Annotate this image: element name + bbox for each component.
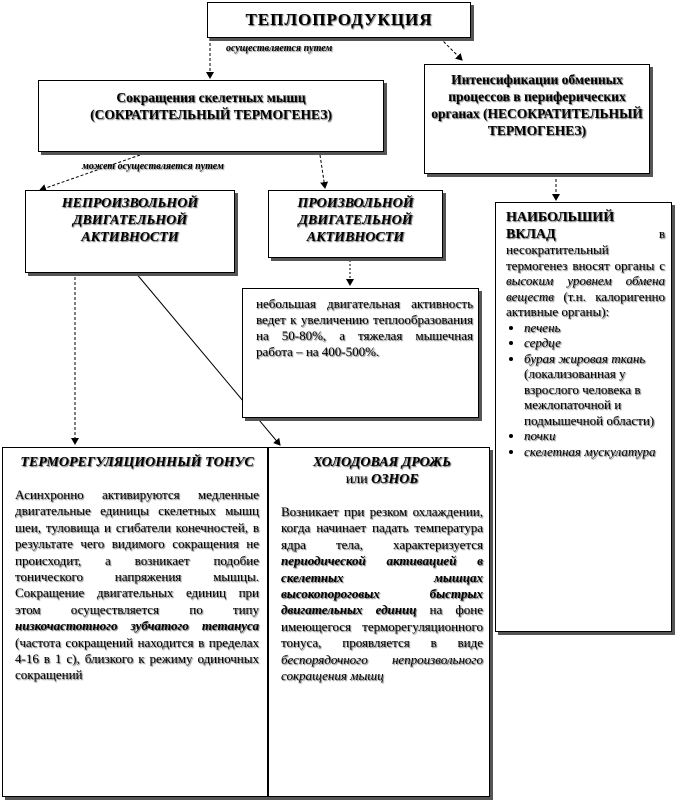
label-top: осуществляется путем xyxy=(226,43,333,54)
organ-list xyxy=(506,320,665,460)
list-item: • печень xyxy=(524,320,665,336)
thermoproduction-box xyxy=(207,2,471,38)
list-item: • бурая жировая ткань (локализованная у взрослого человека в межлопаточной и подмышечной области) xyxy=(524,351,665,429)
list-item: • скелетная мускулатура xyxy=(524,444,665,460)
tonus-title: ТЕРМОРЕГУЛЯЦИОННЫЙ ТОНУС xyxy=(20,455,254,470)
voluntary-activity-box: ПРОИЗВОЛЬНОЙ ДВИГАТЕЛЬНОЙ АКТИВНОСТИ xyxy=(268,190,443,258)
thermoregulatory-tonus-box: ТЕРМОРЕГУЛЯЦИОННЫЙ ТОНУС Асинхронно активируются медленные двигательные единицы скелетных мышц шеи, туловища и сгибатели конечностей, в результате чего видимого сокращения не происходит, а возникает подобие тонического напряжения мышцы. Сокращение двигательных единиц при этом осуществляется по типу низкочастотного зубчатого тетануса (частота сокращений находится в пределах 4-16 в 1 с), близкого к режиму одиночных сокращений xyxy=(2,447,268,797)
thermoproduction-title: ТЕПЛОПРОДУКЦИЯ xyxy=(245,10,433,29)
contractile-thermogenesis-box: Сокращения скелетных мышц (СОКРАТИТЕЛЬНЫЙ ТЕРМОГЕНЕЗ) xyxy=(38,80,384,152)
list-item: • почки xyxy=(524,428,665,444)
largest-title: НАИБОЛЬШИЙ ВКЛАД xyxy=(506,210,615,242)
list-item: • сердце xyxy=(524,335,665,351)
largest-contribution-box: НАИБОЛЬШИЙ ВКЛАД в несократительный термогенез вносят органы с высоким уровнем обмена веществ (т.н. калоригенно активные органы): • печень • сердце • бурая жировая ткань (локализованная у взрослого человека в межлопаточной и подмышечной области) • почки • скелетная мускулатура xyxy=(495,202,672,632)
involuntary-activity-box: НЕПРОИЗВОЛЬНОЙ ДВИГАТЕЛЬНОЙ АКТИВНОСТИ xyxy=(25,190,235,273)
label-mid: может осуществляется путем xyxy=(82,161,224,172)
noncontractile-thermogenesis-box: Интенсификации обменных процессов в периферических органах (НЕСОКРАТИТЕЛЬНЫЙ ТЕРМОГЕНЕЗ) xyxy=(424,64,650,174)
shiver-title: ХОЛОДОВАЯ ДРОЖЬ или ОЗНОБ xyxy=(313,455,451,487)
voluntary-note-box: небольшая двигательная активность ведет к увеличению теплообразования на 50-80%, а тяжелая мышечная работа – на 400-500%. xyxy=(242,288,479,418)
cold-shiver-box: ХОЛОДОВАЯ ДРОЖЬ или ОЗНОБ Возникает при резком охлаждении, когда начинает падать температура ядра тела, характеризуется периодической активацией в скелетных мышцах высокопороговых быстрых двигательных единиц на фоне имеющегося терморегуляционного тонуса, проявляется в виде беспорядочного непроизвольного сокращения мышц xyxy=(268,447,490,797)
